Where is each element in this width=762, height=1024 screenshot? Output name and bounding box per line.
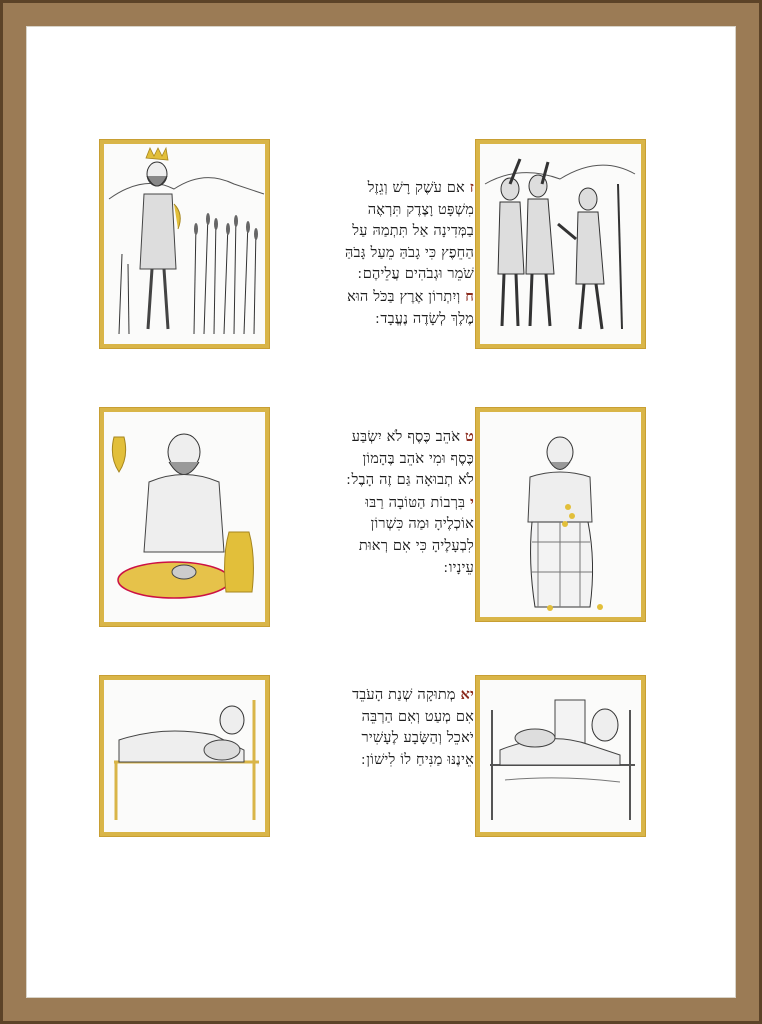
verse-line: י בִּרְבוֹת הַטּוֹבָה רַבּוּ bbox=[365, 493, 474, 511]
passage-verse-11 bbox=[264, 684, 474, 771]
verse-line: ח וְיִתְרוֹן אֶרֶץ בַּכֹּל הוּא bbox=[347, 287, 474, 305]
verse-line: כֶּסֶף וּמִי אֹהֵב בֶּהָמוֹן bbox=[362, 450, 474, 467]
man-with-coin-barrel-illustration bbox=[480, 412, 641, 617]
verse-line: הַחֵפֶץ כִּי גָבֹהַּ מֵעַל גָּבֹהַּ bbox=[344, 244, 474, 261]
verse-line: שֹׁמֵר וּגְבֹהִים עֲלֵיהֶם ׃ bbox=[357, 266, 474, 283]
verse-line: לִבְעָלֶיהָ כִּי אִם רְאוּת bbox=[358, 537, 474, 554]
panel-sleeping-worker bbox=[100, 676, 269, 836]
verse-line: עֵינָיו ׃ bbox=[443, 559, 474, 576]
man-sleeping-in-bed-illustration bbox=[104, 680, 265, 832]
artwork-mat bbox=[26, 26, 736, 998]
verse-line: יֹאכֵל וְהַשָּׂבָע לֶעָשִׁיר bbox=[361, 730, 474, 747]
verse-line: מִשְׁפָּט וָצֶדֶק תִּרְאֶה bbox=[367, 201, 474, 218]
verse-line: אוֹכְלֶיהָ וּמַה כִּשְׁרוֹן bbox=[370, 516, 474, 533]
man-sleepless-in-bed-illustration bbox=[480, 680, 641, 832]
verse-line: מֶלֶךְ לְשָׂדֶה נֶעֱבָד ׃ bbox=[375, 310, 474, 327]
panel-coins-barrel bbox=[476, 408, 645, 621]
verse-line: יא מְתוּקָה שְׁנַת הָעֹבֵד bbox=[352, 686, 474, 703]
verse-line: אִם מְעַט וְאִם הַרְבֵּה bbox=[361, 708, 474, 725]
verse-line: ט אֹהֵב כֶּסֶף לֹא יִשְׂבַּע bbox=[351, 428, 474, 445]
man-eating-with-golden-jug-illustration bbox=[104, 412, 265, 622]
panel-men-grabbing bbox=[476, 140, 645, 348]
verse-line: אֵינֶנּוּ מַנִּיחַ לוֹ לִישׁוֹן ׃ bbox=[361, 751, 474, 768]
crowned-king-with-wheat-illustration bbox=[104, 144, 265, 344]
passage-verses-7-8 bbox=[264, 177, 474, 330]
panel-restless-rich bbox=[476, 676, 645, 836]
panel-eating-man bbox=[100, 408, 269, 626]
verse-line: בַמְּדִינָה אַל תִּתְמַהּ עַל bbox=[352, 223, 474, 240]
verse-line: ז אם עֹשֶׁק רָשׁ וְגֵזֶל bbox=[367, 179, 474, 196]
passage-verses-9-10 bbox=[264, 426, 474, 579]
panel-king-in-field bbox=[100, 140, 269, 348]
verse-line: לֹא תְבוּאָה גַּם זֶה הָבֶל ׃ bbox=[346, 472, 474, 489]
men-arguing-illustration bbox=[480, 144, 641, 344]
